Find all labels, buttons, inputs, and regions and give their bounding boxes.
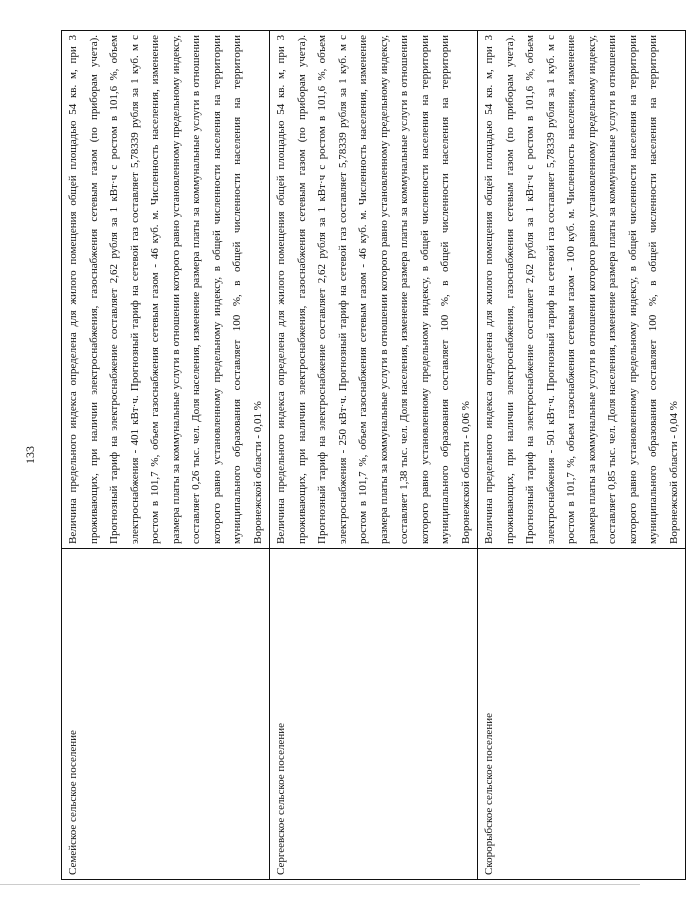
table-row (62, 31, 270, 880)
page-bottom-divider (0, 884, 640, 885)
rotated-table-container (61, 30, 680, 880)
settlements-table (61, 30, 686, 880)
table-row (478, 31, 686, 880)
table-row (270, 31, 478, 880)
settlement-name-cell: Скорорыбское сельское поселение (478, 549, 686, 880)
settlement-description-cell: Величина предельного индекса определена для жилого помещения общей площадью 54 кв. м, при 3 проживающих, при наличии электроснабжения, газоснабжения сетевым газом (по приборам учета). Прогнозный тариф на электроснабжение составляет 2,62 рубля за 1 кВт·ч с ростом в 101,6 %, объем электроснабжения - 250 кВт·ч. Прогнозный тариф на сетевой газ составляет 5,78339 рубля за 1 куб. м с ростом в 101,7 %, объем газоснабжения сетевым газом - 46 куб. м. Численность населения, изменение размера платы за коммунальные услуги в отношении которого равно установленному предельному индексу, составляет 1,38 тыс. чел. Доля населения, изменение размера платы за коммунальные услуги в отношении которого равно установленному предельному индексу, в общей численности населения на территории муниципального образования составляет 100 %, в общей численности населения на территории Воронежской области - 0,06 % (270, 31, 478, 549)
settlement-name-cell: Семейское сельское поселение (62, 549, 270, 880)
settlement-name-cell: Сергеевское сельское поселение (270, 549, 478, 880)
settlement-description-cell: Величина предельного индекса определена для жилого помещения общей площадью 54 кв. м, при 3 проживающих, при наличии электроснабжения, газоснабжения сетевым газом (по приборам учета). Прогнозный тариф на электроснабжение составляет 2,62 рубля за 1 кВт·ч с ростом в 101,6 %, объем электроснабжения - 501 кВт·ч. Прогнозный тариф на сетевой газ составляет 5,78339 рубля за 1 куб. м с ростом в 101,7 %, объем газоснабжения сетевым газом - 100 куб. м. Численность населения, изменение размера платы за коммунальные услуги в отношении которого равно установленному предельному индексу, составляет 0,85 тыс. чел. Доля населения, изменение размера платы за коммунальные услуги в отношении которого равно установленному предельному индексу, в общей численности населения на территории муниципального образования составляет 100 %, в общей численности населения на территории Воронежской области - 0,04 % (478, 31, 686, 549)
page-number: 133 (23, 446, 37, 464)
settlement-description-cell: Величина предельного индекса определена для жилого помещения общей площадью 54 кв. м, при 3 проживающих, при наличии электроснабжения, газоснабжения сетевым газом (по приборам учета). Прогнозный тариф на электроснабжение составляет 2,62 рубля за 1 кВт·ч с ростом в 101,6 %, объем электроснабжения - 401 кВт·ч. Прогнозный тариф на сетевой газ составляет 5,78339 рубля за 1 куб. м с ростом в 101,7 %, объем газоснабжения сетевым газом - 46 куб. м. Численность населения, изменение размера платы за коммунальные услуги в отношении которого равно установленному предельному индексу, составляет 0,26 тыс. чел. Доля населения, изменение размера платы за коммунальные услуги в отношении которого равно установленному предельному индексу, в общей численности населения на территории муниципального образования составляет 100 %, в общей численности населения на территории Воронежской области - 0,01 % (62, 31, 270, 549)
